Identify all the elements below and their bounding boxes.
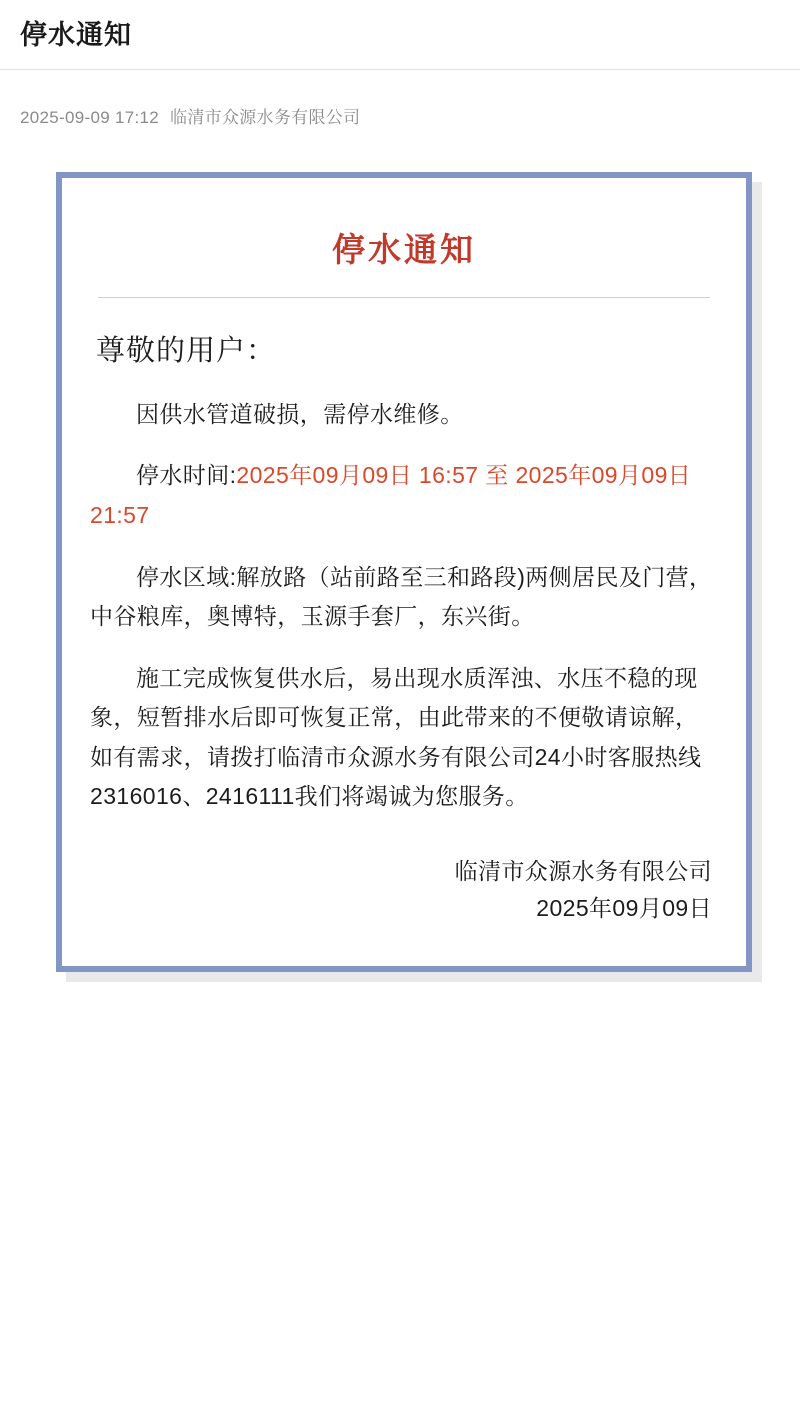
page-title: 停水通知 xyxy=(20,20,132,50)
signature-company: 临清市众源水务有限公司 xyxy=(454,857,712,884)
bottom-spacer xyxy=(0,972,800,1062)
notice-area-line xyxy=(90,558,718,637)
signature-date: 2025年09月09日 xyxy=(536,894,712,921)
notice-signature xyxy=(90,853,712,927)
notice-card-wrap xyxy=(56,172,752,973)
article-header xyxy=(0,0,800,53)
publish-date: 2025-09-09 17:12 xyxy=(20,108,160,128)
notice-closing: 施工完成恢复供水后，易出现水质浑浊、水压不稳的现象，短暂排水后即可恢复正常，由此带来的不便敬请谅解，如有需求，请拨打临清市众源水务有限公司24小时客服热线2316016、2416111我们将竭诚为您服务。 xyxy=(90,664,702,810)
notice-time-label: 停水时间: xyxy=(136,462,237,489)
notice-time-line xyxy=(90,456,718,535)
article-meta-wrap xyxy=(0,70,800,130)
notice-area-label: 停水区域: xyxy=(136,563,237,590)
notice-title: 停水通知 xyxy=(332,229,476,269)
notice-reason: 因供水管道破损，需停水维修。 xyxy=(136,400,464,427)
article-meta xyxy=(20,88,780,130)
notice-salutation: 尊敬的用户： xyxy=(96,334,277,367)
publish-source: 临清市众源水务有限公司 xyxy=(170,108,361,128)
notice-card xyxy=(56,172,752,973)
notice-divider xyxy=(98,297,710,298)
notice-time-value: 2025年09月09日 16:57 至 2025年09月09日 21:57 xyxy=(90,462,692,528)
notice-area-value: 解放路（站前路至三和路段)两侧居民及门营，中谷粮库，奥博特，玉源手套厂，东兴街。 xyxy=(90,563,713,630)
